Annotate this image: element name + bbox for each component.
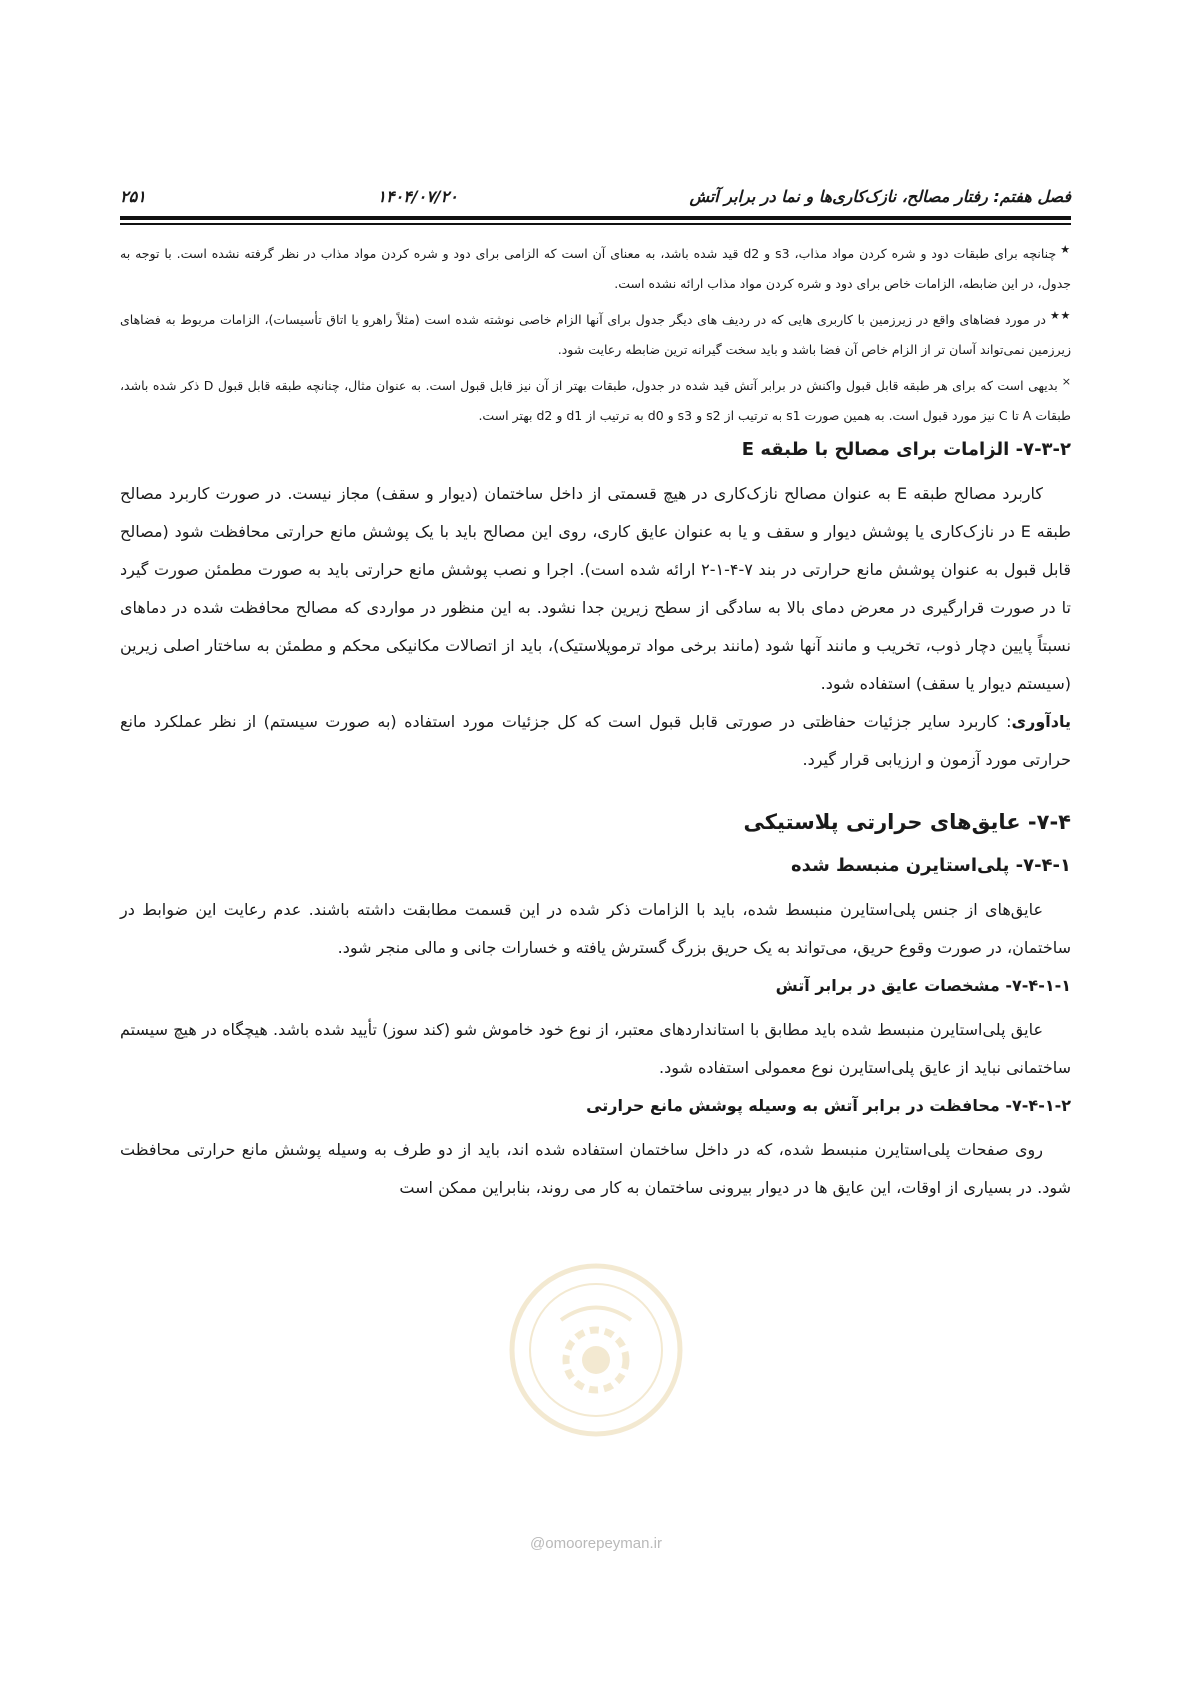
- footnote-2: [120, 301, 1071, 365]
- footnote-3-marker: ×: [1061, 375, 1071, 389]
- section-7-3-2-paragraph: کاربرد مصالح طبقه E به عنوان مصالح نازک‌کاری در هیچ قسمتی از داخل ساختمان (دیوار و سقف) مجاز نیست. در صورت کاربرد مصالح طبقه E در نازک‌کاری یا پوشش دیوار و سقف و یا به عنوان عایق کاری، روی این مصالح باید با یک پوشش مانع حرارتی محافظت شود (مصالح قابل قبول به عنوان پوشش مانع حرارتی در بند ۷-۴-۱-۲ ارائه شده است). اجرا و نصب پوشش مانع حرارتی باید به صورت مطمئن صورت گیرد تا در صورت قرارگیری در معرض دمای بالا به سادگی از سطح زیرین جدا نشود. به این منظور در مواردی که مصالح محافظت شده در دماهای نسبتاً پایین دچار ذوب، تخریب و مانند آنها شود (مانند برخی مواد ترموپلاستیک)، باید از اتصالات مکانیکی محکم و مطمئن به ساختار اصلی زیرین (سیستم دیوار یا سقف) استفاده شود.: [120, 484, 1072, 694]
- header-date: ۱۴۰۴/۰۷/۲۰: [377, 186, 458, 206]
- footnote-1-text: چنانچه برای طبقات دود و شره کردن مواد مذاب، s3 و d2 قید شده باشد، به معنای آن است که الزامی برای دود و شره کردن مواد مذاب در نظر گرفته نشده است. با توجه به جدول، در این ضابطه، الزامات خاص برای دود و شره کردن مواد مذاب ارائه نشده است.: [120, 246, 1071, 292]
- section-7-3-2-heading: ۷-۳-۲- الزامات برای مصالح با طبقه E: [741, 439, 1071, 461]
- page-header: [120, 178, 1071, 214]
- section-7-4-1-heading: ۷-۴-۱- پلی‌استایرن منبسط شده: [791, 855, 1071, 877]
- section-7-4-1-2-paragraph: روی صفحات پلی‌استایرن منبسط شده، که در داخل ساختمان استفاده شده اند، باید از دو طرف به وسیله پوشش مانع حرارتی محافظت شود. در بسیاری از اوقات، این عایق ها در دیوار بیرونی ساختمان به کار می روند، بنابراین ممکن است: [120, 1140, 1071, 1198]
- reminder-text: : کاربرد سایر جزئیات حفاظتی در صورتی قابل قبول است که کل جزئیات مورد استفاده (به صورت سیستم) از نظر عملکرد مانع حرارتی مورد آزمون و ارزیابی قرار گیرد.: [120, 712, 1071, 770]
- footnote-3: [120, 367, 1071, 431]
- header-rule-thin: [120, 223, 1071, 225]
- chapter-title: فصل هفتم: رفتار مصالح، نازک‌کاری‌ها و نما در برابر آتش: [689, 186, 1071, 206]
- section-7-4-1-paragraph: عایق‌های از جنس پلی‌استایرن منبسط شده، باید با الزامات ذکر شده در این قسمت مطابقت داشته باشند. عدم رعایت این ضوابط در ساختمان، در صورت وقوع حریق، می‌تواند به یک حریق بزرگ گسترش یافته و خسارات جانی و مالی منجر شود.: [120, 900, 1071, 958]
- section-7-4-heading: ۷-۴- عایق‌های حرارتی پلاستیکی: [743, 810, 1071, 835]
- footnote-2-marker: ★★: [1049, 309, 1071, 323]
- watermark-text: @omoorepeyman.ir: [530, 1535, 662, 1552]
- watermark-seal-icon: [506, 1260, 686, 1440]
- section-7-4-1-1-paragraph: عایق پلی‌استایرن منبسط شده باید مطابق با استانداردهای معتبر، از نوع خود خاموش شو (کند سوز) تأیید شده باشد. هیچگاه در هیچ سیستم ساختمانی نباید از عایق پلی‌استایرن نوع معمولی استفاده شود.: [120, 1020, 1071, 1078]
- header-rule-thick: [120, 216, 1071, 220]
- page-content: [120, 235, 1071, 1207]
- footnote-1: [120, 235, 1071, 299]
- footnote-3-text: بدیهی است که برای هر طبقه قابل قبول واکنش در برابر آتش قید شده در جدول، طبقات بهتر از آن نیز قابل قبول است. به عنوان مثال، چنانچه طبقه قابل قبول D ذکر شده باشد، طبقات A تا C نیز مورد قبول است. به همین صورت s1 به ترتیب از s2 و s3 و d0 به ترتیب از d1 و d2 بهتر است.: [120, 378, 1071, 424]
- reminder-note: [120, 703, 1071, 779]
- section-7-4-1-2-heading: ۷-۴-۱-۲- محافظت در برابر آتش به وسیله پوشش مانع حرارتی: [586, 1096, 1071, 1116]
- reminder-label: یادآوری: [1011, 712, 1071, 732]
- section-7-4-1-1-heading: ۷-۴-۱-۱- مشخصات عایق در برابر آتش: [775, 976, 1071, 996]
- footnote-1-marker: ★: [1060, 243, 1072, 256]
- footnote-2-text: در مورد فضاهای واقع در زیرزمین با کاربری هایی که در ردیف های دیگر جدول برای آنها الزام خاصی نوشته شده است (مثلاً راهرو یا اتاق تأسیسات)، الزامات مربوط به فضاهای زیرزمین نمی‌تواند آسان تر از الزام خاص آن فضا باشد و باید سخت گیرانه ترین ضابطه رعایت شود.: [120, 312, 1071, 358]
- page-number: ۲۵۱: [120, 186, 146, 206]
